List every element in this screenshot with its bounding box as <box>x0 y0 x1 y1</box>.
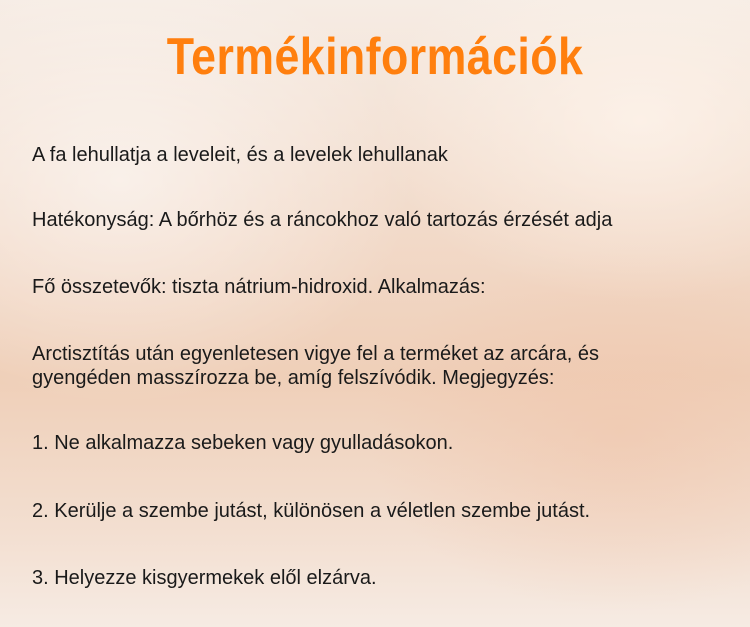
ingredients-text: Fő összetevők: tiszta nátrium-hidroxid. Alkalmazás: <box>32 276 486 298</box>
usage-text <box>32 342 599 390</box>
page-title: Termékinformációk <box>166 28 584 86</box>
usage-text-line-2: gyengéden masszírozza be, amíg felszívódik. Megjegyzés: <box>32 367 555 389</box>
warning-item-2: 2. Kerülje a szembe jutást, különösen a véletlen szembe jutást. <box>32 500 591 522</box>
intro-text: A fa lehullatja a leveleit, és a levelek lehullanak <box>32 144 448 166</box>
warning-item-3: 3. Helyezze kisgyermekek elől elzárva. <box>32 567 377 589</box>
efficacy-text: Hatékonyság: A bőrhöz és a ráncokhoz való tartozás érzését adja <box>32 209 613 231</box>
warning-item-1: 1. Ne alkalmazza sebeken vagy gyulladásokon. <box>32 432 454 454</box>
usage-text-line-1: Arctisztítás után egyenletesen vigye fel a terméket az arcára, és <box>32 343 599 365</box>
